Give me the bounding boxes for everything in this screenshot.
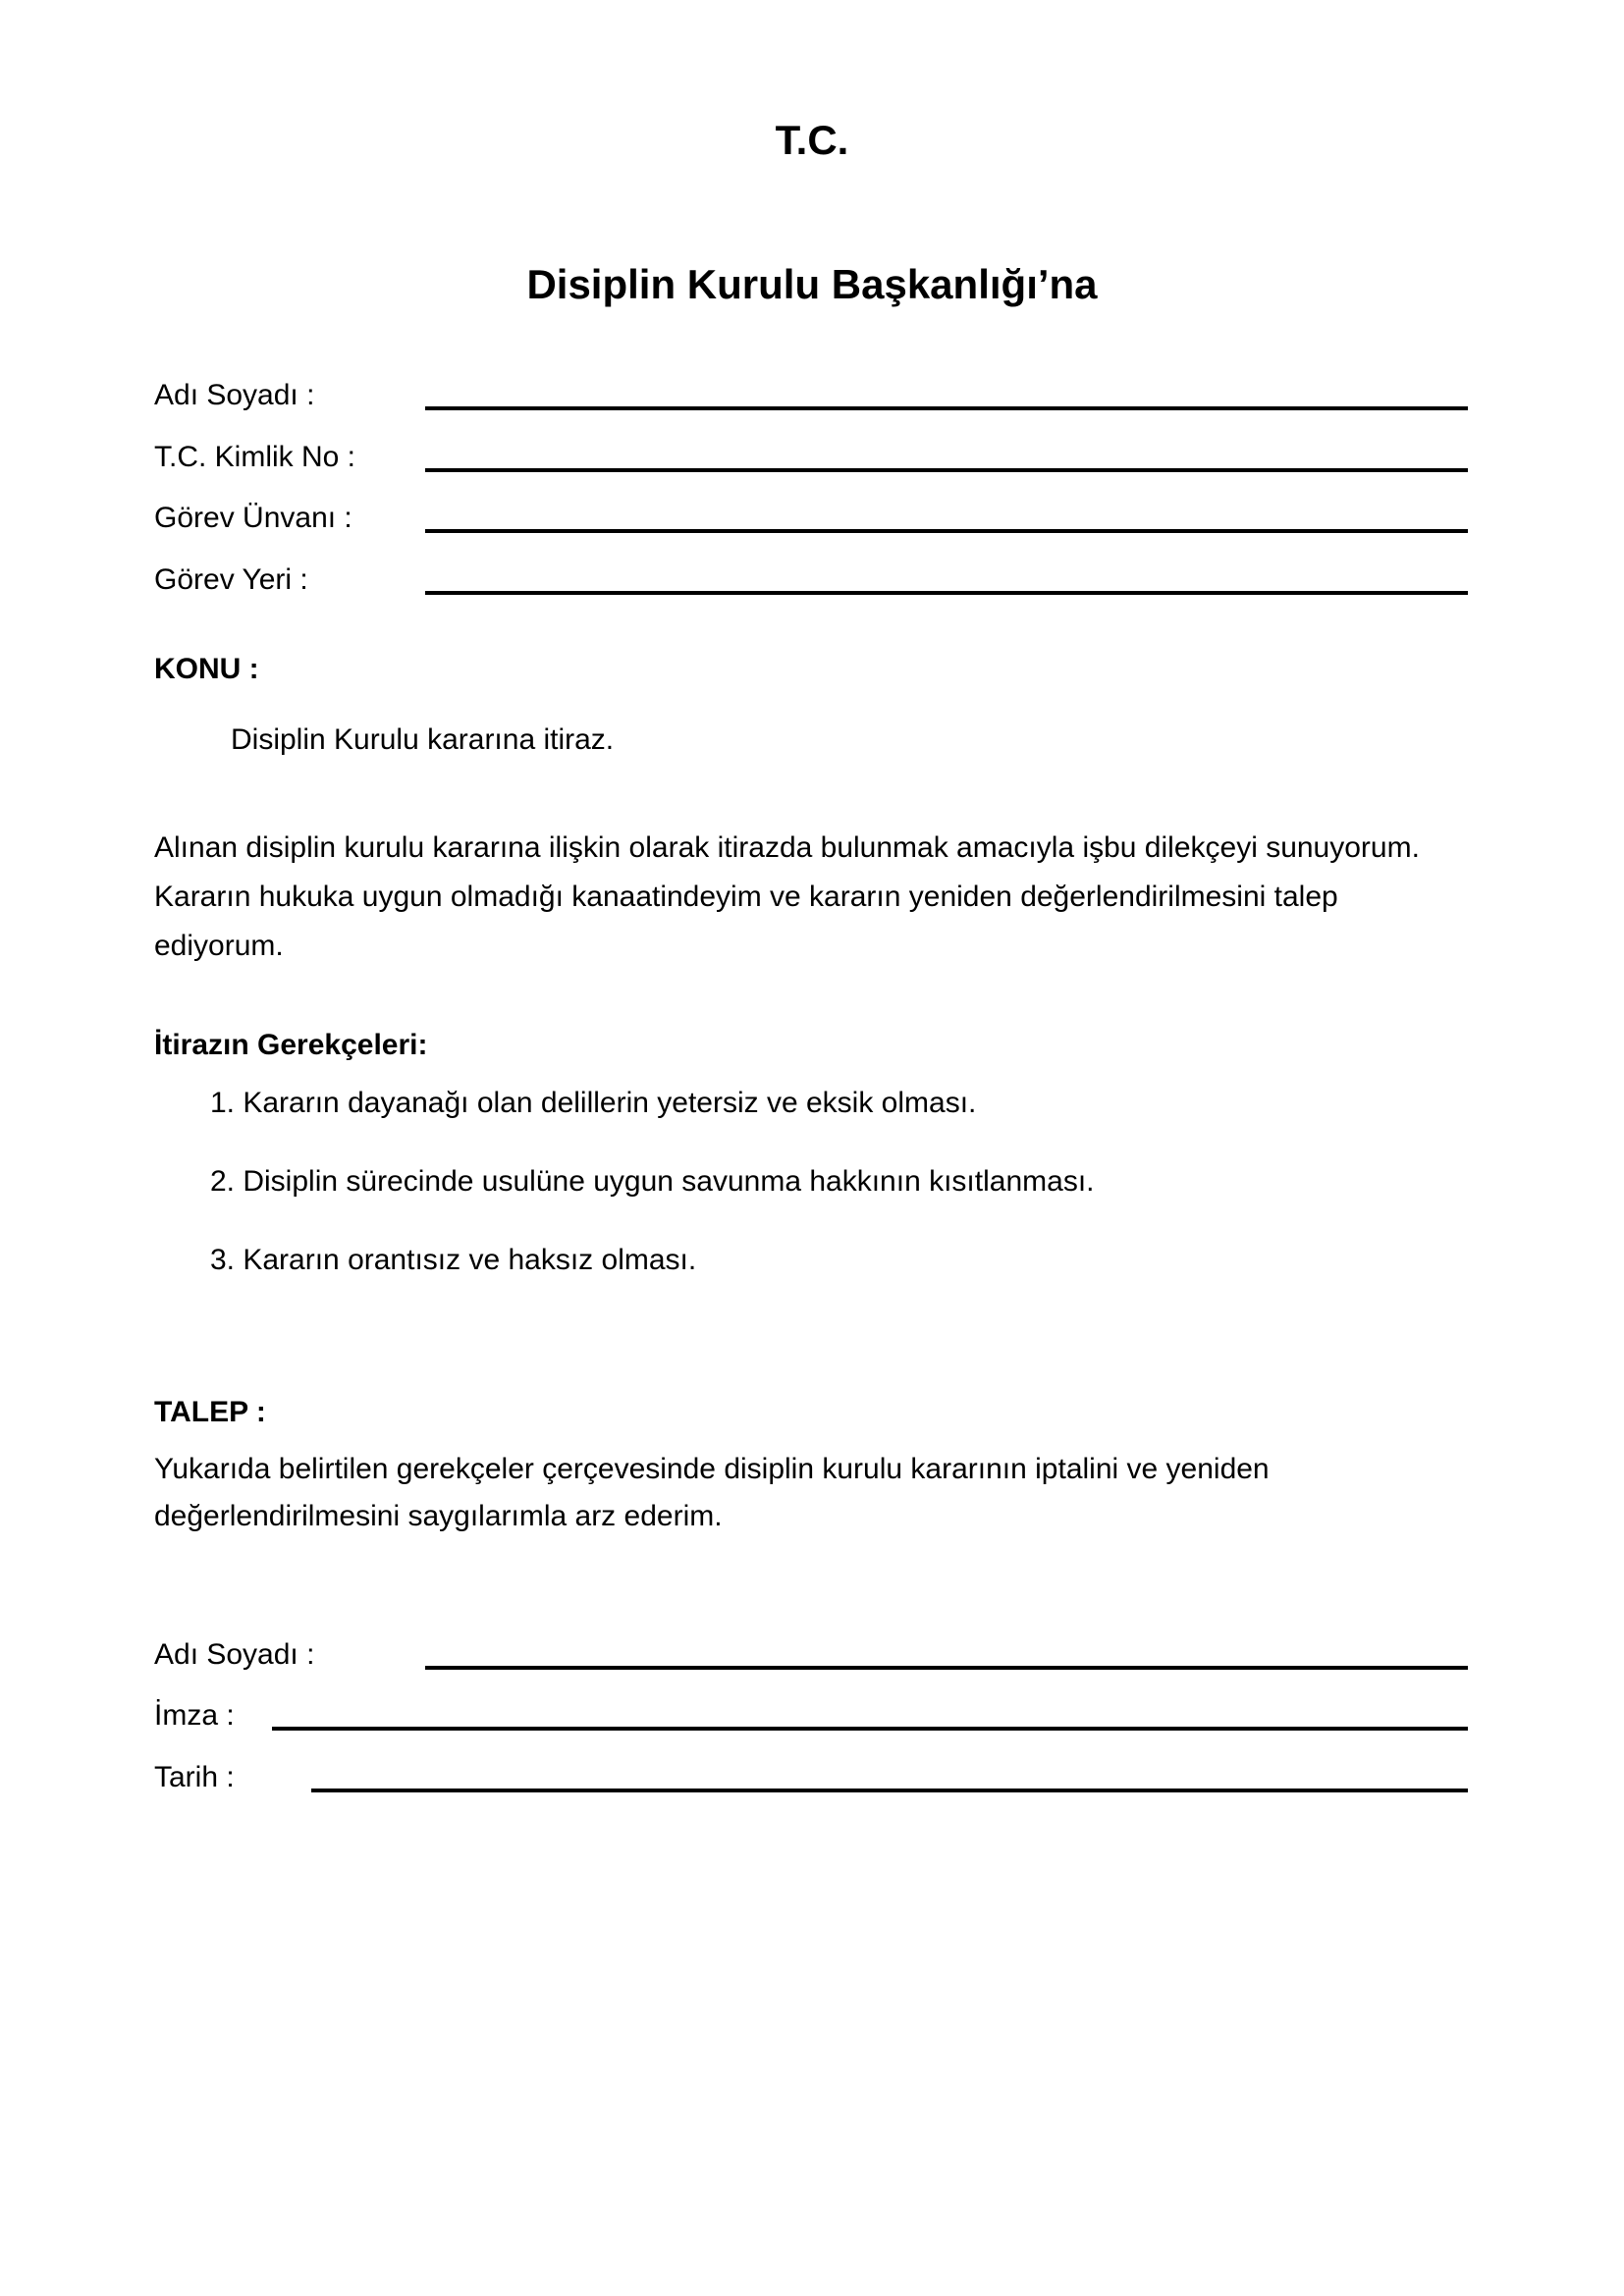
recipient-heading: Disiplin Kurulu Başkanlığı’na <box>526 261 1098 307</box>
field-row-tarih <box>154 1731 1468 1792</box>
gorev-unvani-label: Görev Ünvanı : <box>154 502 352 535</box>
field-row-signature-adi-soyadi <box>154 1608 1468 1670</box>
tarih-label: Tarih : <box>154 1761 235 1794</box>
gorev-unvani-input-line[interactable] <box>425 472 1468 533</box>
gorev-yeri-label: Görev Yeri : <box>154 562 308 596</box>
talep-text: Yukarıda belirtilen gerekçeler çerçevesinde disiplin kurulu kararının iptalini ve yeniden değerlendirilmesini saygılarımla arz ederim. <box>154 1453 1270 1532</box>
body-paragraph: Alınan disiplin kurulu kararına ilişkin olarak itirazda bulunmak amacıyla işbu dilekçeyi sunuyorum. Kararın hukuka uygun olmadığı kanaatindeyim ve kararın yeniden değerlendirilmesini talep ediyorum. <box>154 831 1420 962</box>
page-title: T.C. <box>775 117 849 163</box>
konu-heading: KONU : <box>154 653 259 685</box>
signature-adi-soyadi-input-line[interactable] <box>425 1608 1468 1670</box>
grounds-list <box>210 1089 1094 1324</box>
talep-heading: TALEP : <box>154 1396 266 1428</box>
adi-soyadi-label: Adı Soyadı : <box>154 379 315 412</box>
signature-adi-soyadi-label: Adı Soyadı : <box>154 1637 315 1671</box>
grounds-item-2: 2. Disiplin sürecinde usulüne uygun savunma hakkının kısıtlanması. <box>210 1165 1095 1198</box>
konu-text: Disiplin Kurulu kararına itiraz. <box>231 723 615 756</box>
imza-label: İmza : <box>154 1699 235 1733</box>
grounds-item-3: 3. Kararın orantısız ve haksız olması. <box>210 1244 697 1276</box>
grounds-heading: İtirazın Gerekçeleri: <box>154 1029 428 1061</box>
field-row-tc-kimlik-no <box>154 410 1468 471</box>
imza-input-line[interactable] <box>272 1670 1468 1732</box>
tc-kimlik-no-label: T.C. Kimlik No : <box>154 440 356 473</box>
field-row-gorev-unvani <box>154 472 1468 533</box>
field-row-adi-soyadi <box>154 349 1468 410</box>
identity-fields-section <box>154 349 1468 595</box>
field-row-imza <box>154 1670 1468 1732</box>
signature-fields-section <box>154 1608 1468 1792</box>
tc-kimlik-no-input-line[interactable] <box>425 410 1468 471</box>
gorev-yeri-input-line[interactable] <box>425 533 1468 594</box>
adi-soyadi-input-line[interactable] <box>425 349 1468 410</box>
tarih-input-line[interactable] <box>311 1731 1468 1792</box>
grounds-item-1: 1. Kararın dayanağı olan delillerin yetersiz ve eksik olması. <box>210 1087 977 1119</box>
field-row-gorev-yeri <box>154 533 1468 594</box>
